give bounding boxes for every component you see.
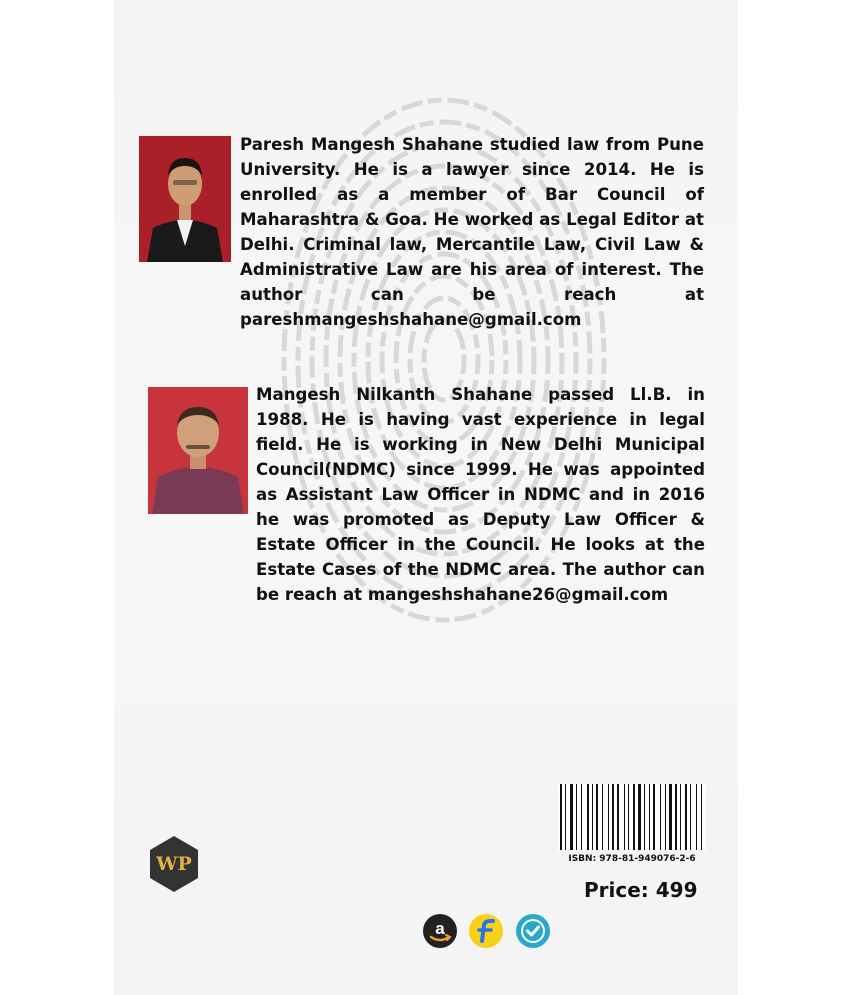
barcode-bar [680,784,681,850]
isbn-barcode [558,784,706,850]
barcode-bar [665,784,666,850]
barcode-bar [592,784,593,850]
publisher-logo [150,836,198,892]
amazon-icon [422,913,458,949]
price-label: Price: 499 [584,878,698,902]
barcode-bar [565,784,566,850]
barcode-bar [608,784,609,850]
book-back-cover [114,0,738,995]
author-bio-paresh: Paresh Mangesh Shahane studied law from Pune University. He is a lawyer since 2014. He is enrolled as a member of Bar Council of Maharashtra & Goa. He worked as Legal Editor at Delhi. Criminal law, Mercantile Law, Civil Law & Administrative Law are his area of interest. The author can be reach at pareshmangeshshahane@gmail.com [240,135,704,329]
barcode-bar [685,784,687,850]
barcode-bar [624,784,625,850]
barcode-bar [602,784,603,850]
barcode-bar [638,784,641,850]
barcode-bar [570,784,573,850]
barcode-bar [701,784,702,850]
publisher-logo-text: WP [156,853,192,875]
barcode-bar [660,784,661,850]
barcode-bar [633,784,635,850]
barcode-bar [696,784,697,850]
barcode-bar [576,784,577,850]
barcode-bar [675,784,677,850]
barcode-bar [690,784,691,850]
isbn-text: ISBN: 978-81-949076-2-6 [568,854,696,864]
barcode-bar [653,784,655,850]
author-photo-paresh [139,136,231,262]
barcode-bar [649,784,650,850]
barcode-bar [669,784,672,850]
barcode-bar [560,784,562,850]
barcode-bar [628,784,629,850]
svg-text:a: a [435,919,445,938]
barcode-bar [587,784,589,850]
verified-icon [515,913,551,949]
flipkart-icon [468,913,504,949]
author-photo-mangesh [148,387,248,514]
barcode-bar [612,784,614,850]
barcode-bar [581,784,582,850]
barcode-bar [617,784,619,850]
barcode-bar [644,784,645,850]
author-bio-mangesh: Mangesh Nilkanth Shahane passed Ll.B. in 1988. He is having vast experience in legal field. He is working in New Delhi Municipal Council(NDMC) since 1999. He was appointed as Assistant Law Officer in NDMC and in 2016 he was promoted as Deputy Law Officer & Estate Officer in the Council. He looks at the Estate Cases of the NDMC area. The author can be reach at mangeshshahane26@gmail.com [256,385,705,604]
barcode-bar [596,784,598,850]
